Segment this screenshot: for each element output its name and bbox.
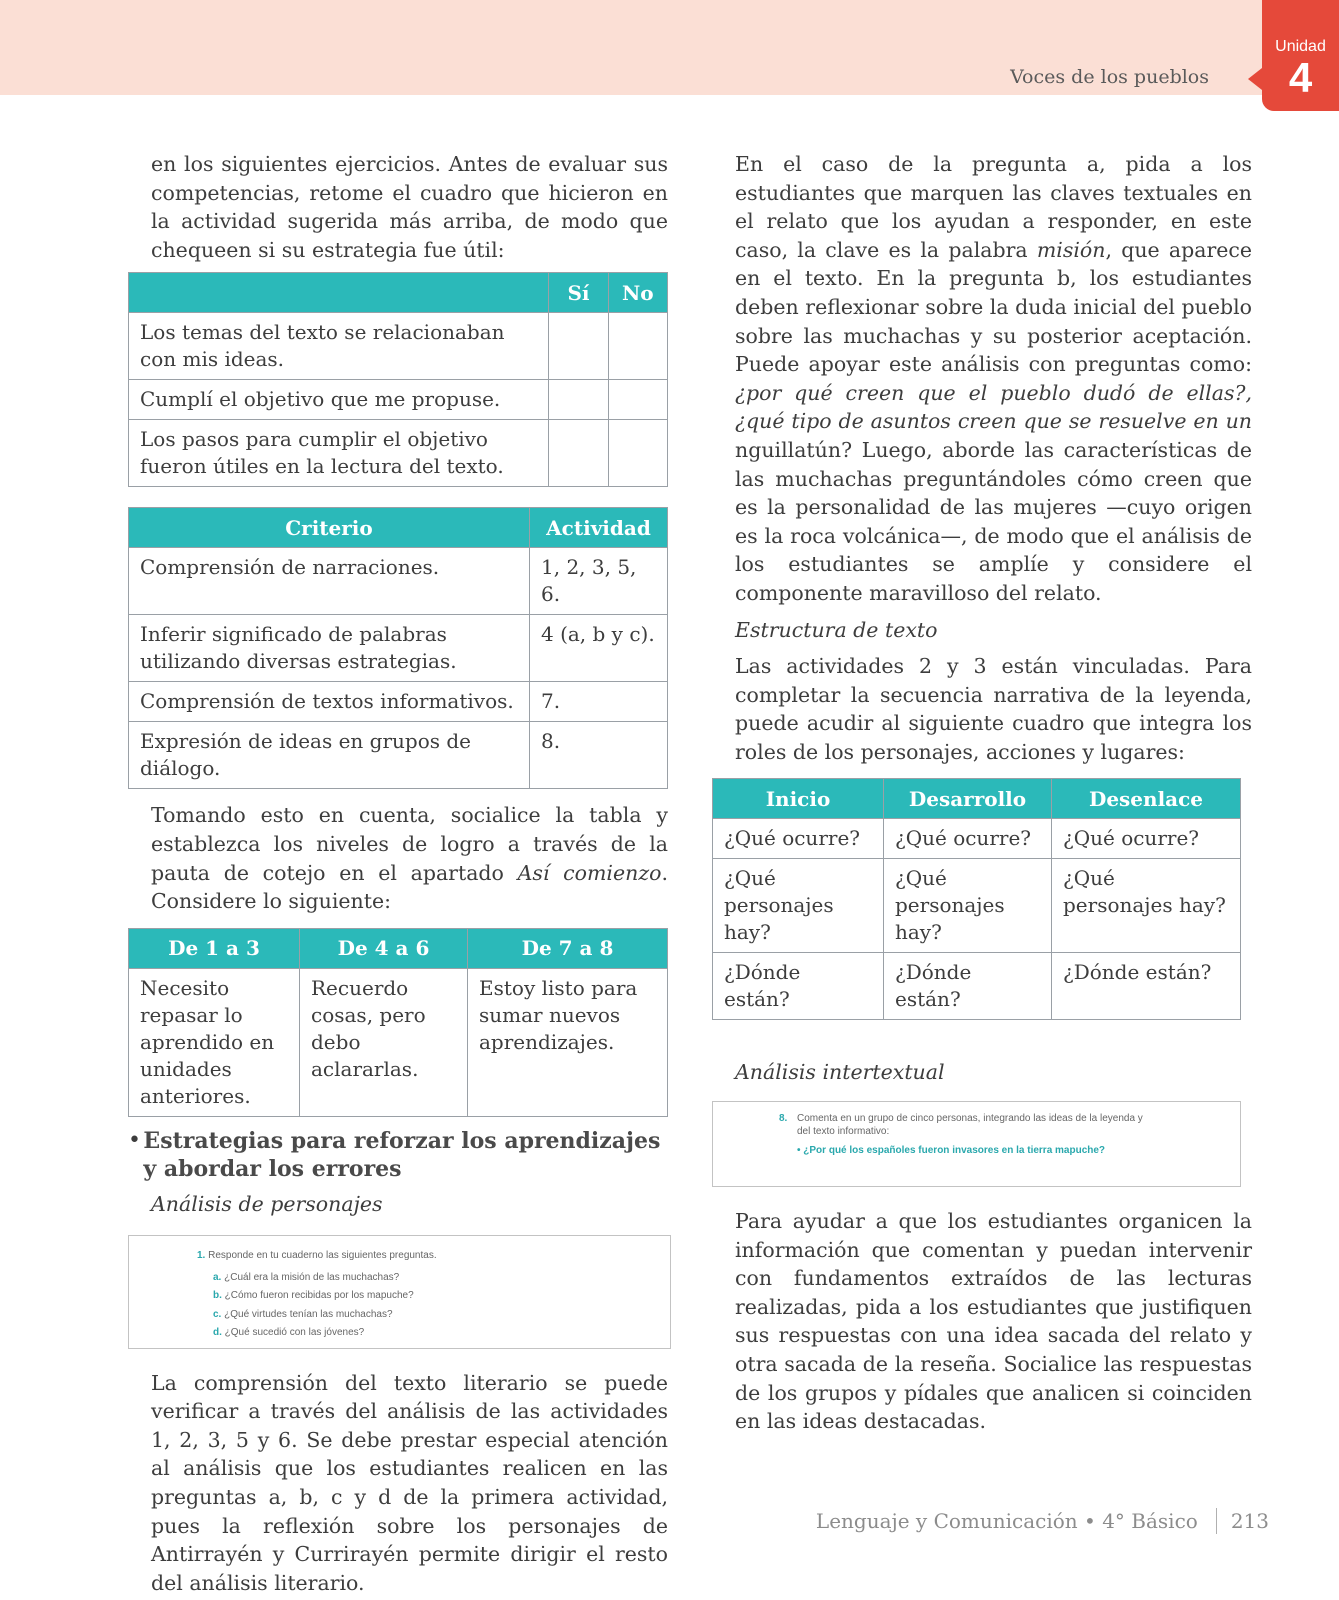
criteria-cell: Inferir significado de palabras utilizando diversas estrategias. <box>129 615 530 682</box>
checklist-si-cell[interactable] <box>549 313 608 380</box>
checklist-no-cell[interactable] <box>608 313 667 380</box>
activity-1-instruction: Responde en tu cuaderno las siguientes preguntas. <box>208 1249 437 1261</box>
criteria-header-criterio: Criterio <box>129 508 530 548</box>
list-item: a. ¿Cuál era la misión de las muchachas? <box>213 1271 400 1283</box>
structure-cell: ¿Qué personajes hay? <box>1052 859 1241 953</box>
structure-cell: ¿Dónde están? <box>713 953 884 1020</box>
list-item: d. ¿Qué sucedió con las jóvenes? <box>213 1327 365 1339</box>
checklist-item: Los pasos para cumplir el objetivo fueron útiles en la lectura del texto. <box>129 420 549 487</box>
levels-cell: Necesito repasar lo aprendido en unidades anteriores. <box>129 968 300 1116</box>
levels-cell: Recuerdo cosas, pero debo aclararlas. <box>300 968 468 1116</box>
characters-subheading: Análisis de personajes <box>151 1191 383 1216</box>
table-row <box>713 819 1241 859</box>
structure-cell: ¿Qué ocurre? <box>884 819 1052 859</box>
criteria-header-actividad: Actividad <box>530 508 668 548</box>
structure-subheading: Estructura de texto <box>735 617 938 642</box>
unit-number: 4 <box>1288 54 1313 101</box>
table-row <box>129 615 668 682</box>
checklist-header-blank <box>129 273 549 313</box>
page-footer <box>816 1508 1269 1534</box>
table-row <box>129 548 668 615</box>
checklist-header-no: No <box>608 273 667 313</box>
strategies-heading: Estrategias para reforzar los aprendizajes y abordar los errores <box>143 1127 661 1183</box>
levels-paragraph-italic: Así comienzo <box>517 860 662 885</box>
structure-cell: ¿Qué personajes hay? <box>884 859 1052 953</box>
activity-8-question-row: • ¿Por qué los españoles fueron invasores en la tierra mapuche? <box>797 1145 1106 1157</box>
activity-cell: 8. <box>530 722 668 789</box>
unit-label: Unidad <box>1275 38 1326 55</box>
left-column <box>128 150 668 1597</box>
activity-1-number: 1. <box>197 1249 206 1261</box>
criteria-cell: Expresión de ideas en grupos de diálogo. <box>129 722 530 789</box>
structure-header-inicio: Inicio <box>713 779 884 819</box>
question-a-paragraph: En el caso de la pregunta a, pida a los estudiantes que marquen las claves textuales en el relato que los ayudan a responder, en este caso, la clave es la palabra misión, que aparece en el texto. En la pregunta b, los estudiantes deben reflexionar sobre la duda inicial del pueblo sobre las muchachas y su posterior aceptación. Puede apoyar este análisis con preguntas como: ¿por qué creen que el pueblo dudó de ellas?, ¿qué tipo de asuntos creen que se resuelve en un nguillatún? Luego, aborde las características de las muchachas preguntándoles cómo creen que es la personalidad de las mujeres —cuyo origen es la roca volcánica—, de modo que el análisis de los estudiantes se amplíe y considere el componente maravilloso del relato. <box>735 152 1252 605</box>
levels-paragraph-text: Tomando esto en cuenta, socialice la tabla y establezca los niveles de logro a través de la pauta de cotejo en el apartado <box>151 803 668 885</box>
levels-header: De 4 a 6 <box>300 928 468 968</box>
levels-cell: Estoy listo para sumar nuevos aprendizajes. <box>468 968 668 1116</box>
activity-cell: 1, 2, 3, 5, 6. <box>530 548 668 615</box>
literary-comprehension-paragraph: La comprensión del texto literario se puede verificar a través del análisis de las actividades 1, 2, 3, 5 y 6. Se debe prestar especial atención al análisis que los estudiantes realicen en las preguntas a, b, c y d de la primera actividad, pues la reflexión sobre los personajes de Antirrayén y Currirayén permite dirigir el resto del análisis literario. <box>151 1370 668 1595</box>
strategies-bullet <box>128 1127 668 1184</box>
intertextual-subheading: Análisis intertextual <box>735 1060 945 1085</box>
levels-paragraph-end: . Considere lo siguiente: <box>151 860 668 914</box>
table-row <box>129 313 668 380</box>
organize-paragraph: Para ayudar a que los estudiantes organicen la información que comentan y puedan intervenir con fundamentos extraídos de las lecturas realizadas, pida a los estudiantes que justifiquen sus respuestas con una idea sacada del relato y otra sacada de la reseña. Socialice las respuestas de los grupos y pídales que analicen si coinciden en las ideas destacadas. <box>735 1209 1252 1434</box>
activity-cell: 7. <box>530 682 668 722</box>
page-number: 213 <box>1230 1509 1269 1533</box>
levels-table <box>128 928 668 1117</box>
structure-cell: ¿Qué personajes hay? <box>713 859 884 953</box>
activity-8-box <box>712 1101 1241 1187</box>
checklist-header-si: Sí <box>549 273 608 313</box>
structure-header-desarrollo: Desarrollo <box>884 779 1052 819</box>
checklist-table <box>128 272 668 487</box>
table-row <box>129 722 668 789</box>
activity-8-instruction: Comenta en un grupo de cinco personas, integrando las ideas de la leyenda y del texto informativo: <box>797 1113 1143 1138</box>
unit-tab <box>1262 0 1339 111</box>
unit-title: Voces de los pueblos <box>1010 66 1209 88</box>
checklist-item: Los temas del texto se relacionaban con mis ideas. <box>129 313 549 380</box>
intro-paragraph: en los siguientes ejercicios. Antes de evaluar sus competencias, retome el cuadro que hicieron en la actividad sugerida más arriba, de modo que chequeen si su estrategia fue útil: <box>151 152 668 262</box>
table-row <box>129 420 668 487</box>
footer-subject: Lenguaje y Comunicación • 4° Básico <box>815 1509 1198 1533</box>
structure-cell: ¿Dónde están? <box>1052 953 1241 1020</box>
levels-header: De 7 a 8 <box>468 928 668 968</box>
activity-cell: 4 (a, b y c). <box>530 615 668 682</box>
criteria-cell: Comprensión de textos informativos. <box>129 682 530 722</box>
checklist-si-cell[interactable] <box>549 380 608 420</box>
activity-8-number: 8. <box>779 1113 788 1125</box>
checklist-item: Cumplí el objetivo que me propuse. <box>129 380 549 420</box>
structure-header-desenlace: Desenlace <box>1052 779 1241 819</box>
footer-separator <box>1216 1508 1217 1534</box>
checklist-no-cell[interactable] <box>608 380 667 420</box>
bullet-icon: • <box>128 1127 141 1153</box>
levels-header: De 1 a 3 <box>129 928 300 968</box>
structure-cell: ¿Dónde están? <box>884 953 1052 1020</box>
structure-cell: ¿Qué ocurre? <box>713 819 884 859</box>
list-item: c. ¿Qué virtudes tenían las muchachas? <box>213 1308 393 1320</box>
table-row <box>129 380 668 420</box>
list-item: b. ¿Cómo fueron recibidas por los mapuche? <box>213 1290 414 1302</box>
table-row <box>129 682 668 722</box>
table-row <box>713 953 1241 1020</box>
checklist-si-cell[interactable] <box>549 420 608 487</box>
activity-1-box <box>128 1235 671 1349</box>
table-row <box>129 968 668 1116</box>
criteria-cell: Comprensión de narraciones. <box>129 548 530 615</box>
checklist-no-cell[interactable] <box>608 420 667 487</box>
structure-cell: ¿Qué ocurre? <box>1052 819 1241 859</box>
right-column <box>712 150 1252 1436</box>
structure-paragraph: Las actividades 2 y 3 están vinculadas. Para completar la secuencia narrativa de la leyenda, puede acudir al siguiente cuadro que integra los roles de los personajes, acciones y lugares: <box>735 654 1252 764</box>
criteria-table <box>128 507 668 789</box>
levels-paragraph <box>128 801 668 915</box>
activity-8-question: ¿Por qué los españoles fueron invasores en la tierra mapuche? <box>803 1145 1106 1157</box>
structure-table <box>712 778 1241 1020</box>
unit-tab-arrow <box>1248 68 1262 90</box>
table-row <box>713 859 1241 953</box>
